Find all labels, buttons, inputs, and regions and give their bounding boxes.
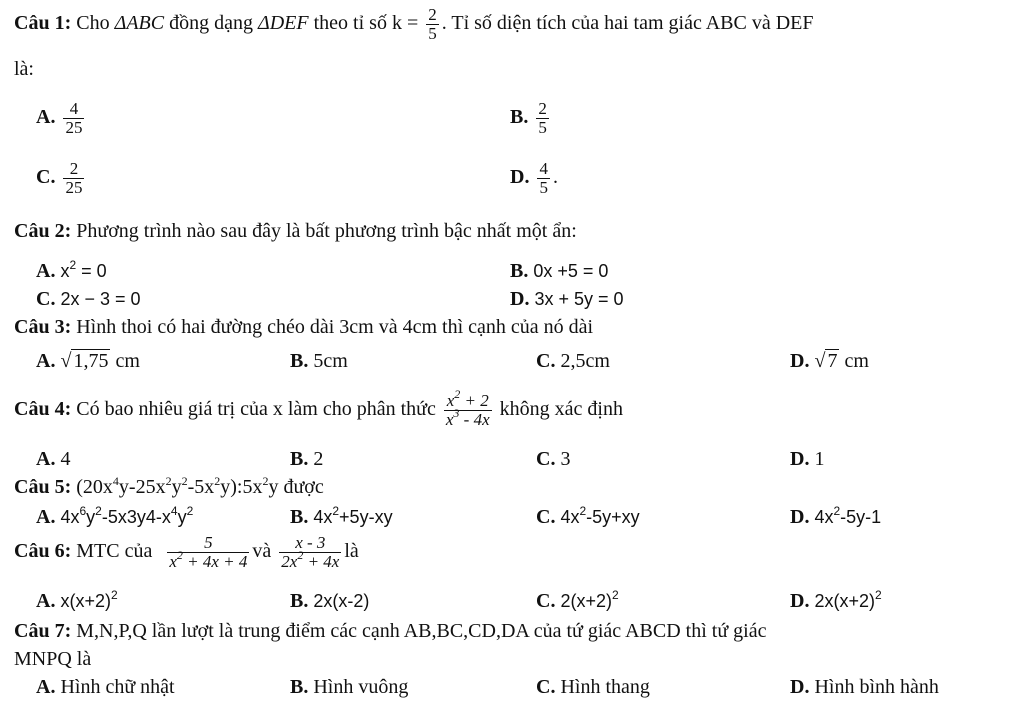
expr-sup: 2 [69, 258, 77, 272]
expr-part: x [60, 261, 70, 281]
expr-sup: 2 [874, 588, 882, 602]
option-text: Hình thang [560, 676, 650, 698]
q3-text: Hình thoi có hai đường chéo dài 3cm và 4cm thì cạnh của nó dài [76, 316, 594, 338]
q1-text-a: Cho [76, 11, 110, 34]
option-letter: A. [36, 105, 56, 128]
expr-sup: 2 [176, 547, 183, 562]
q1-line1 [14, 6, 814, 43]
option-letter: A. [36, 506, 56, 528]
option-expression [560, 588, 619, 611]
q5-option-d[interactable] [790, 506, 881, 529]
expr-sup: 2 [165, 474, 172, 488]
q6-option-a[interactable] [36, 590, 118, 613]
expr-sup: 2 [214, 474, 221, 488]
fraction-den: 25 [65, 117, 83, 137]
q5-option-c[interactable] [536, 506, 640, 529]
option-text: 5cm [313, 350, 348, 372]
option-letter: D. [510, 288, 530, 310]
expr-sup: 2 [110, 588, 118, 602]
expr-sup: 2 [262, 474, 269, 488]
q1-label: Câu 1: [14, 11, 72, 34]
q2-text: Phương trình nào sau đây là bất phương trình bậc nhất một ẩn: [76, 220, 577, 242]
option-letter: A. [36, 260, 56, 282]
expr-part: -5x [187, 476, 215, 498]
q1-ratio-den: 5 [428, 23, 437, 43]
option-text: 1 [814, 448, 825, 470]
q4-option-d[interactable] [790, 448, 824, 471]
q6-option-d[interactable] [790, 590, 882, 613]
expr-part: = 0 [76, 261, 107, 281]
option-text: 3 [560, 448, 571, 470]
option-expression [60, 588, 118, 611]
option-text: Hình chữ nhật [60, 676, 175, 698]
fraction-num [444, 387, 492, 411]
option-expression [313, 591, 369, 611]
option-letter: B. [510, 105, 529, 128]
q7-label: Câu 7: [14, 620, 72, 642]
expr-part: x [446, 391, 455, 410]
q1-text-b: đồng dạng [169, 11, 253, 34]
option-expression [313, 504, 393, 527]
q4-fraction [444, 387, 492, 429]
option-letter: B. [290, 590, 309, 612]
fraction-den: 5 [538, 117, 547, 137]
expr-part: + 4x [303, 551, 340, 571]
option-letter: D. [790, 506, 810, 528]
expr-sup: 4 [170, 504, 178, 518]
q6-fraction-2 [279, 534, 341, 571]
sqrt-radicand: 7 [827, 350, 838, 372]
expr-part: 2x [281, 551, 298, 571]
option-letter: C. [36, 288, 56, 310]
q7-option-b[interactable] [290, 676, 408, 699]
option-unit: cm [839, 350, 869, 372]
expr-part: 2x(x-2) [313, 591, 370, 611]
option-letter: A. [36, 350, 56, 372]
expr-part: x [169, 551, 177, 571]
option-text: Hình bình hành [814, 676, 939, 698]
q2-line [14, 220, 577, 243]
sqrt-radicand: 1,75 [73, 350, 109, 372]
option-text: 2,5cm [560, 350, 610, 372]
option-letter: B. [510, 260, 529, 282]
expr-sup: 2 [579, 504, 587, 518]
q1-option-a[interactable] [36, 100, 87, 137]
option-letter: D. [790, 448, 810, 470]
q1-text-e: là: [14, 58, 34, 80]
q4-option-a[interactable] [36, 448, 70, 471]
option-letter: D. [790, 676, 810, 698]
q2-label: Câu 2: [14, 220, 72, 242]
q4-option-b[interactable] [290, 448, 323, 471]
q5-label: Câu 5: [14, 476, 72, 498]
expr-part: 4x [60, 507, 80, 527]
q4-label: Câu 4: [14, 397, 72, 420]
q2-option-c[interactable] [36, 288, 141, 311]
option-letter: C. [536, 676, 556, 698]
expr-part: y [171, 476, 182, 498]
fraction-num: 2 [538, 99, 547, 118]
option-letter: B. [290, 506, 309, 528]
fraction-den [279, 547, 341, 571]
option-letter: A. [36, 676, 56, 698]
q1-option-c[interactable] [36, 160, 87, 197]
expr-part: + 4x + 4 [182, 551, 248, 571]
expr-part: -5y+xy [586, 507, 640, 527]
q6-text-and: và [252, 539, 272, 562]
q5-expression [76, 476, 324, 498]
q7-line1 [14, 620, 766, 643]
option-text: 0x +5 = 0 [533, 261, 609, 281]
option-text: Hình vuông [313, 676, 409, 698]
fraction-den: 25 [65, 177, 83, 197]
option-suffix: . [552, 165, 558, 188]
option-unit: cm [110, 350, 140, 372]
q3-option-d[interactable] [790, 350, 869, 373]
fraction-num: 2 [63, 160, 84, 179]
expr-part: -5x3y4-x [101, 507, 171, 527]
option-letter: D. [790, 590, 810, 612]
option-letter: D. [510, 165, 530, 188]
fraction-num: 4 [539, 159, 548, 178]
option-fraction [63, 100, 84, 137]
expr-sup: 2 [611, 588, 619, 602]
option-letter: C. [536, 448, 556, 470]
q1-triangle-abc: ΔABC [114, 11, 165, 34]
fraction-num: 5 [167, 534, 249, 553]
q2-option-a[interactable] [36, 260, 107, 283]
expr-part: 4x [560, 507, 580, 527]
expr-part: y [177, 507, 187, 527]
q6-line [14, 534, 359, 571]
fraction-den [167, 547, 249, 571]
q3-option-a[interactable] [36, 350, 140, 373]
q6-fraction-1 [167, 534, 249, 571]
q4-text-b: không xác định [499, 397, 623, 420]
q7-option-a[interactable] [36, 676, 175, 699]
expr-part: 2x(x+2) [814, 591, 875, 611]
option-expression [560, 504, 640, 527]
option-fraction [536, 100, 549, 137]
q6-text-b: là [344, 539, 359, 562]
expr-sup: 2 [454, 387, 461, 401]
q7-option-c[interactable] [536, 676, 650, 699]
option-letter: A. [36, 448, 56, 470]
expr-part: 2(x+2) [560, 591, 612, 611]
option-fraction [537, 160, 550, 197]
expr-sup: 2 [332, 504, 340, 518]
option-letter: D. [790, 350, 810, 372]
q5-line [14, 476, 324, 499]
option-expression [814, 588, 882, 611]
fraction-num: x - 3 [279, 534, 341, 553]
expr-part: y-25x [118, 476, 166, 498]
q3-line [14, 316, 593, 339]
expr-part: y):5x [220, 476, 263, 498]
expr-part: y được [268, 476, 324, 498]
option-text: 2x − 3 = 0 [60, 289, 141, 309]
sqrt-symbol: √ 7 [814, 350, 838, 372]
expr-sup: 6 [79, 504, 87, 518]
sqrt-symbol: √ 1,75 [60, 350, 109, 372]
option-letter: B. [290, 350, 309, 372]
expr-sup: 2 [186, 504, 194, 518]
option-expression [60, 504, 194, 527]
expr-part: - 4x [459, 409, 490, 429]
q1-ratio-fraction [426, 6, 439, 43]
q1-triangle-def: ΔDEF [257, 11, 309, 34]
expr-part: +5y-xy [339, 507, 393, 527]
option-letter: C. [536, 506, 556, 528]
q6-option-b[interactable] [290, 590, 369, 613]
q6-label: Câu 6: [14, 539, 72, 562]
q7-text-line1: M,N,P,Q lần lượt là trung điểm các cạnh AB,BC,CD,DA của tứ giác ABCD thì tứ giác [76, 620, 767, 642]
q3-option-c[interactable] [536, 350, 610, 373]
q5-option-a[interactable] [36, 506, 193, 529]
expr-part: (20x [76, 476, 113, 498]
option-letter: C. [36, 165, 56, 188]
expr-sup: 2 [297, 547, 304, 562]
q3-label: Câu 3: [14, 316, 72, 338]
q7-text-line2: MNPQ là [14, 648, 92, 670]
q1-option-b[interactable] [510, 100, 552, 137]
option-letter: B. [290, 676, 309, 698]
q7-option-d[interactable] [790, 676, 939, 699]
q1-ratio-num: 2 [428, 5, 437, 24]
expr-sup: 4 [112, 474, 119, 488]
q4-text-a: Có bao nhiêu giá trị của x làm cho phân thức [76, 397, 436, 420]
expr-part: x [445, 409, 454, 429]
expr-part: + 2 [460, 391, 489, 410]
q2-option-d[interactable] [510, 288, 624, 311]
expr-sup: 2 [833, 504, 841, 518]
q5-option-b[interactable] [290, 506, 393, 529]
option-letter: A. [36, 590, 56, 612]
option-letter: C. [536, 350, 556, 372]
option-text: 3x + 5y = 0 [534, 289, 624, 309]
q2-option-b[interactable] [510, 260, 608, 283]
fraction-den [444, 405, 492, 429]
expr-part: -5y-1 [840, 507, 882, 527]
fraction-den: 5 [539, 177, 548, 197]
q6-text-a: MTC của [76, 539, 153, 562]
option-text [60, 258, 107, 281]
option-text: 2 [313, 448, 324, 470]
expr-sup: 2 [181, 474, 188, 488]
option-letter: B. [290, 448, 309, 470]
fraction-num: 4 [63, 100, 84, 119]
expr-sup: 3 [453, 405, 460, 420]
q4-option-c[interactable] [536, 448, 570, 471]
expr-part: x(x+2) [60, 591, 111, 611]
q1-text-d: . Tỉ số diện tích của hai tam giác ABC và DEF [441, 11, 814, 34]
expr-part: 4x [313, 507, 333, 527]
q4-line [14, 387, 623, 429]
q1-text-c: theo tỉ số k = [313, 11, 419, 34]
q6-option-c[interactable] [536, 590, 619, 613]
expr-sup: 2 [95, 504, 102, 518]
q1-option-d[interactable] [510, 160, 558, 197]
option-text: 4 [60, 448, 71, 470]
option-letter: C. [536, 590, 556, 612]
expr-part: y [86, 507, 96, 527]
expr-part: 4x [814, 507, 834, 527]
q3-option-b[interactable] [290, 350, 348, 373]
option-fraction [63, 160, 84, 197]
option-expression [814, 504, 882, 527]
